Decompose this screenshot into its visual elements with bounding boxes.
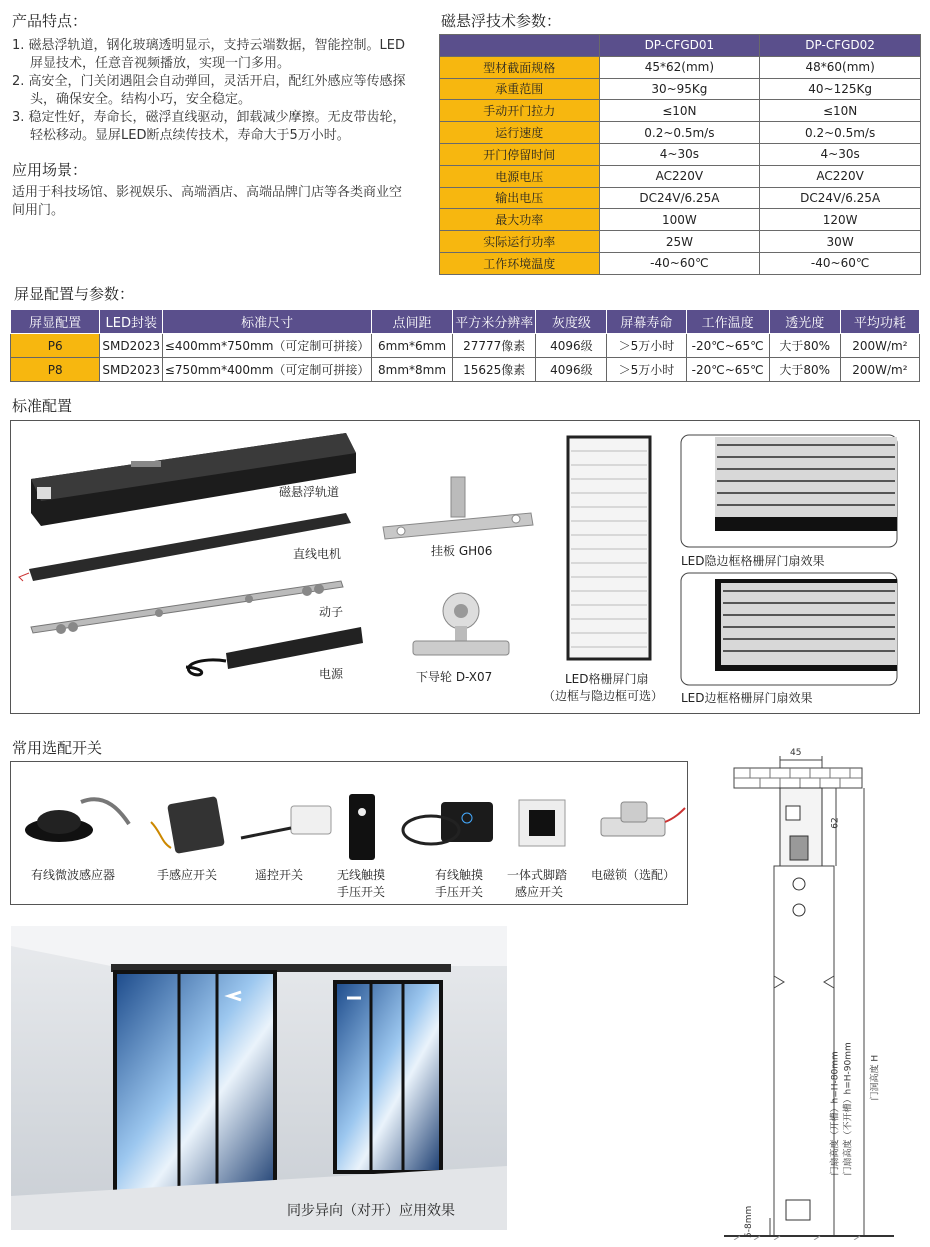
cell: ≤10N xyxy=(760,100,921,122)
col-header: 平方米分辨率 xyxy=(453,310,536,334)
cell: 0.2~0.5m/s xyxy=(599,122,760,144)
cell: 4096级 xyxy=(536,334,607,358)
switch-caption-2: 手压开关 xyxy=(435,885,484,899)
cell: ＞5万小时 xyxy=(607,334,686,358)
cell: ≤750mm*400mm（可定制可拼接） xyxy=(163,358,372,382)
feature-item: 2. 高安全，门关闭遇阻会自动弹回，灵活开启，配红外感应等传感探头，确保安全。结构小巧，安全稳定。 xyxy=(12,74,406,107)
section-drawing xyxy=(724,748,924,1240)
row-label: 最大功率 xyxy=(440,209,600,231)
cell: 25W xyxy=(599,231,760,253)
hidden-frame-effect-image xyxy=(681,435,897,547)
cell: 100W xyxy=(599,209,760,231)
standard-title: 标准配置 xyxy=(12,397,73,415)
feature-item: 1. 磁悬浮轨道，钢化玻璃透明显示，支持云端数据，智能控制。LED屏显技术，任意音视频播放，实现一门多用。 xyxy=(12,38,406,71)
cell: 27777像素 xyxy=(453,334,536,358)
led-door-image xyxy=(568,437,650,659)
cell: ≤400mm*750mm（可定制可拼接） xyxy=(163,334,372,358)
caption-power: 电源 xyxy=(319,667,344,681)
table-row xyxy=(440,100,921,122)
col-header: 透光度 xyxy=(769,310,840,334)
cell: 大于80% xyxy=(769,334,840,358)
switch-caption-2: 感应开关 xyxy=(515,885,564,899)
cell: 4096级 xyxy=(536,358,607,382)
table-row xyxy=(440,143,921,165)
caption-mover: 动子 xyxy=(319,605,344,619)
magnetic-lock-image xyxy=(601,802,685,836)
mag-header-model: DP-CFGD02 xyxy=(760,35,921,57)
cell: -40~60℃ xyxy=(760,252,921,274)
switches-box xyxy=(10,761,688,905)
switch-caption: 无线触摸 xyxy=(337,868,386,882)
row-label: 开门停留时间 xyxy=(440,143,600,165)
cell: -20℃~65℃ xyxy=(686,358,769,382)
col-header: 工作温度 xyxy=(686,310,769,334)
foot-sensor-image xyxy=(519,800,565,846)
cell: P6 xyxy=(11,334,100,358)
row-label: 手动开门拉力 xyxy=(440,100,600,122)
table-row xyxy=(440,165,921,187)
caption-hanger: 挂板 GH06 xyxy=(431,544,493,558)
cell: 45*62(mm) xyxy=(599,56,760,78)
cell: 大于80% xyxy=(769,358,840,382)
table-row xyxy=(440,209,921,231)
hanger-image xyxy=(383,477,533,539)
microwave-sensor-image xyxy=(25,799,129,842)
table-row xyxy=(440,78,921,100)
col-header: 灰度级 xyxy=(536,310,607,334)
row-label: 电源电压 xyxy=(440,165,600,187)
cell: 120W xyxy=(760,209,921,231)
row-label: 输出电压 xyxy=(440,187,600,209)
table-row xyxy=(440,187,921,209)
table-row xyxy=(440,56,921,78)
caption-frame: LED边框格栅屏门扇效果 xyxy=(681,691,813,705)
caption-guide: 下导轮 D-X07 xyxy=(416,670,493,684)
label-gap: 5-8mm xyxy=(744,1205,754,1238)
features-list xyxy=(12,37,412,145)
label-opening-height: 门洞高度 H xyxy=(870,1054,881,1101)
screen-params-table xyxy=(10,309,920,382)
wired-touch-image xyxy=(403,802,493,844)
col-header: 屏显配置 xyxy=(11,310,100,334)
cell: 0.2~0.5m/s xyxy=(760,122,921,144)
dim-height: 62 xyxy=(830,817,841,829)
caption-led-door-note: （边框与隐边框可选） xyxy=(543,689,664,703)
switch-caption: 有线微波感应器 xyxy=(31,868,116,882)
mag-header-model: DP-CFGD01 xyxy=(599,35,760,57)
table-row xyxy=(440,122,921,144)
switch-caption: 一体式脚踏 xyxy=(507,868,568,882)
mover-image xyxy=(31,581,343,634)
cell: 30W xyxy=(760,231,921,253)
cell: 4~30s xyxy=(760,143,921,165)
screen-params-title: 屏显配置与参数： xyxy=(14,285,135,303)
cell: P8 xyxy=(11,358,100,382)
feature-item: 3. 稳定性好，寿命长，磁浮直线驱动，卸载减少摩擦。无皮带齿轮，轻松移动。显屏LED断点续传技术，寿命大于5万小时。 xyxy=(12,110,406,143)
table-row xyxy=(11,334,920,358)
cell: ≤10N xyxy=(599,100,760,122)
caption-hidden-frame: LED隐边框格栅屏门扇效果 xyxy=(681,554,825,568)
col-header: 屏幕寿命 xyxy=(607,310,686,334)
caption-motor: 直线电机 xyxy=(293,547,342,561)
wireless-touch-image xyxy=(349,794,375,860)
switch-caption: 遥控开关 xyxy=(255,868,304,882)
cell: 200W/m² xyxy=(840,334,919,358)
frame-effect-image xyxy=(681,573,897,685)
mag-params-table xyxy=(439,34,921,275)
col-header: 标准尺寸 xyxy=(163,310,372,334)
cell: AC220V xyxy=(760,165,921,187)
technical-drawing xyxy=(724,748,924,1240)
cell: 40~125Kg xyxy=(760,78,921,100)
cell: 8mm*8mm xyxy=(371,358,452,382)
table-row xyxy=(440,231,921,253)
row-label: 运行速度 xyxy=(440,122,600,144)
track-image xyxy=(31,433,356,526)
cell: 48*60(mm) xyxy=(760,56,921,78)
row-label: 实际运行功率 xyxy=(440,231,600,253)
switches-title: 常用选配开关 xyxy=(12,739,103,757)
caption-track: 磁悬浮轨道 xyxy=(279,485,340,499)
scenes-text: 适用于科技场馆、影视娱乐、高端酒店、高端品牌门店等各类商业空间用门。 xyxy=(12,185,403,218)
col-header: LED封装 xyxy=(100,310,163,334)
remote-switch-image xyxy=(241,806,331,838)
cell: AC220V xyxy=(599,165,760,187)
table-row xyxy=(11,358,920,382)
col-header: 点间距 xyxy=(371,310,452,334)
switch-caption: 手感应开关 xyxy=(157,868,218,882)
cell: -20℃~65℃ xyxy=(686,334,769,358)
mag-header-empty xyxy=(440,35,600,57)
switch-caption: 电磁锁（选配） xyxy=(591,868,676,882)
dim-width: 45 xyxy=(790,748,802,758)
cell: 4~30s xyxy=(599,143,760,165)
hand-sensor-image xyxy=(151,796,225,854)
standard-box xyxy=(10,420,920,714)
cell: 200W/m² xyxy=(840,358,919,382)
cell: DC24V/6.25A xyxy=(599,187,760,209)
cell: -40~60℃ xyxy=(599,252,760,274)
label-door-height-2: 门扇高度（不开槽）h=H-90mm xyxy=(843,1042,854,1176)
cell: DC24V/6.25A xyxy=(760,187,921,209)
caption-led-door: LED格栅屏门扇 xyxy=(565,672,649,686)
col-header: 平均功耗 xyxy=(840,310,919,334)
row-label: 型材截面规格 xyxy=(440,56,600,78)
cell: ＞5万小时 xyxy=(607,358,686,382)
mag-params-title: 磁悬浮技术参数： xyxy=(441,12,562,30)
cell: 6mm*6mm xyxy=(371,334,452,358)
guide-wheel-image xyxy=(413,593,509,655)
features-section xyxy=(12,10,412,220)
application-photo xyxy=(11,926,507,1230)
label-door-height-1: 门扇高度（开槽）h=H-80mm xyxy=(830,1051,841,1176)
switch-caption: 有线触摸 xyxy=(435,868,484,882)
cell: SMD2023 xyxy=(100,334,163,358)
scenes-title: 应用场景： xyxy=(12,161,88,179)
photo-caption: 同步异向（对开）应用效果 xyxy=(287,1203,455,1219)
table-row xyxy=(440,252,921,274)
door-scene-image xyxy=(11,926,507,1230)
features-title: 产品特点： xyxy=(12,12,88,30)
cell: 15625像素 xyxy=(453,358,536,382)
row-label: 工作环境温度 xyxy=(440,252,600,274)
cell: 30~95Kg xyxy=(599,78,760,100)
switch-caption-2: 手压开关 xyxy=(337,885,386,899)
row-label: 承重范围 xyxy=(440,78,600,100)
cell: SMD2023 xyxy=(100,358,163,382)
